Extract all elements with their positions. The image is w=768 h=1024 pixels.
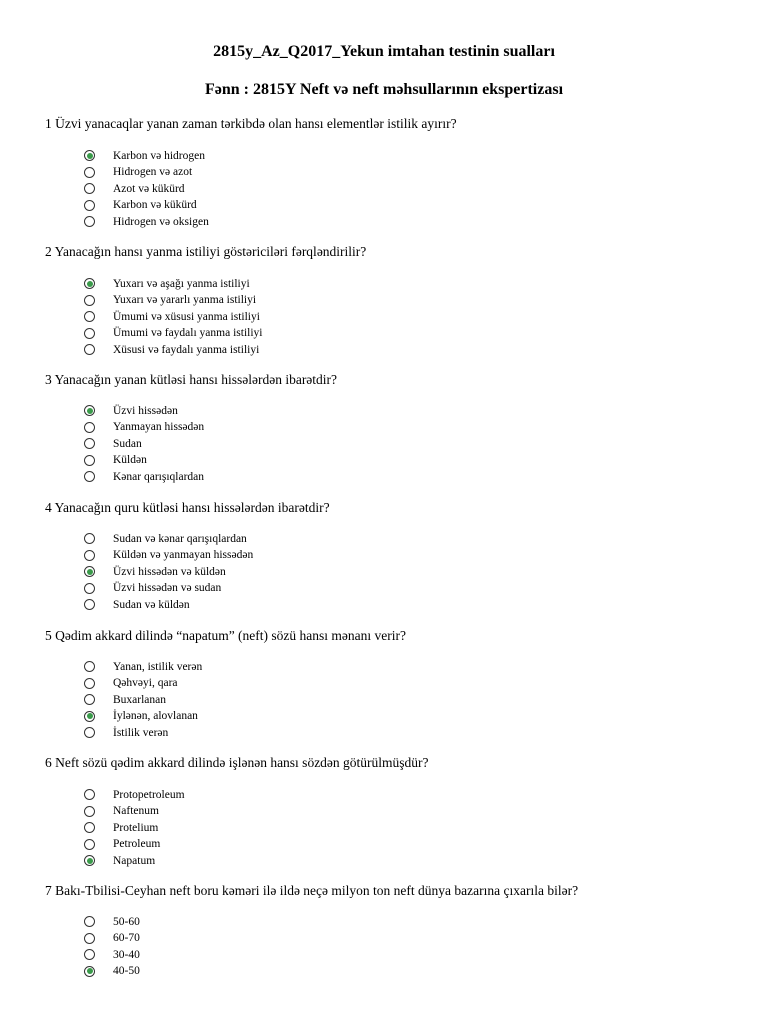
radio-unchecked-icon[interactable] bbox=[84, 806, 95, 817]
radio-unchecked-icon[interactable] bbox=[84, 167, 95, 178]
answer-option[interactable] bbox=[84, 837, 160, 852]
answer-label: Yanan, istilik verən bbox=[113, 660, 203, 673]
radio-unchecked-icon[interactable] bbox=[84, 727, 95, 738]
answer-label: İylənən, alovlanan bbox=[113, 710, 198, 722]
radio-unchecked-icon[interactable] bbox=[84, 550, 95, 561]
radio-unchecked-icon[interactable] bbox=[84, 789, 95, 800]
answer-option[interactable] bbox=[84, 787, 185, 802]
document-title: 2815y_Az_Q2017_Yekun imtahan testinin sualları bbox=[213, 43, 555, 60]
radio-unchecked-icon[interactable] bbox=[84, 328, 95, 339]
answer-option[interactable] bbox=[84, 403, 178, 418]
answer-label: Yanmayan hissədən bbox=[113, 421, 205, 433]
answer-label: Protopetroleum bbox=[113, 788, 185, 801]
radio-unchecked-icon[interactable] bbox=[84, 183, 95, 194]
answer-option[interactable] bbox=[84, 198, 197, 213]
answer-label: Üzvi hissədən və küldən bbox=[113, 565, 226, 578]
answer-option[interactable] bbox=[84, 420, 204, 435]
radio-checked-icon[interactable] bbox=[84, 711, 95, 722]
answer-option[interactable] bbox=[84, 326, 262, 341]
answer-label: 40-50 bbox=[113, 965, 140, 977]
answer-label: Buxarlanan bbox=[113, 693, 167, 706]
answer-option[interactable] bbox=[84, 276, 250, 291]
answer-option[interactable] bbox=[84, 564, 226, 579]
answer-option[interactable] bbox=[84, 548, 253, 563]
radio-checked-icon[interactable] bbox=[84, 278, 95, 289]
radio-unchecked-icon[interactable] bbox=[84, 438, 95, 449]
answer-label: Hidrogen və azot bbox=[113, 166, 193, 178]
radio-checked-icon[interactable] bbox=[84, 966, 95, 977]
answer-label: Naftenum bbox=[113, 805, 159, 817]
answer-label: Hidrogen və oksigen bbox=[113, 215, 209, 228]
answer-option[interactable] bbox=[84, 931, 140, 946]
radio-checked-icon[interactable] bbox=[84, 855, 95, 866]
radio-unchecked-icon[interactable] bbox=[84, 678, 95, 689]
answer-label: Qəhvəyi, qara bbox=[113, 677, 178, 689]
answer-label: Yuxarı və aşağı yanma istiliyi bbox=[113, 277, 250, 290]
question-1: 1 Üzvi yanacaqlar yanan zaman tərkibdə olan hansı elementlər istilik ayırır? bbox=[45, 116, 457, 131]
radio-unchecked-icon[interactable] bbox=[84, 216, 95, 227]
answer-label: Protelium bbox=[113, 821, 159, 834]
answer-label: Üzvi hissədən və sudan bbox=[113, 582, 222, 594]
answer-label: Küldən bbox=[113, 454, 147, 466]
answer-option[interactable] bbox=[84, 148, 205, 163]
radio-unchecked-icon[interactable] bbox=[84, 694, 95, 705]
answer-label: Üzvi hissədən bbox=[113, 404, 178, 417]
answer-option[interactable] bbox=[84, 804, 159, 819]
answer-option[interactable] bbox=[84, 181, 185, 196]
answer-label: 30-40 bbox=[113, 948, 140, 961]
answer-option[interactable] bbox=[84, 581, 221, 596]
answer-option[interactable] bbox=[84, 853, 155, 868]
answer-label: Azot və kükürd bbox=[113, 182, 185, 195]
radio-unchecked-icon[interactable] bbox=[84, 839, 95, 850]
question-6: 6 Neft sözü qədim akkard dilində işlənən hansı sözdən götürülmüşdür? bbox=[45, 755, 429, 770]
answer-label: Küldən və yanmayan hissədən bbox=[113, 549, 254, 561]
answer-option[interactable] bbox=[84, 676, 178, 691]
radio-unchecked-icon[interactable] bbox=[84, 822, 95, 833]
answer-option[interactable] bbox=[84, 453, 147, 468]
radio-unchecked-icon[interactable] bbox=[84, 661, 95, 672]
answer-label: Petroleum bbox=[113, 838, 161, 850]
answer-option[interactable] bbox=[84, 964, 140, 979]
answer-option[interactable] bbox=[84, 597, 190, 612]
answer-label: İstilik verən bbox=[113, 726, 169, 739]
answer-option[interactable] bbox=[84, 309, 260, 324]
radio-unchecked-icon[interactable] bbox=[84, 916, 95, 927]
question-3: 3 Yanacağın yanan kütləsi hansı hissələrdən ibarətdir? bbox=[45, 372, 338, 387]
radio-unchecked-icon[interactable] bbox=[84, 200, 95, 211]
radio-unchecked-icon[interactable] bbox=[84, 599, 95, 610]
answer-label: Sudan və kənar qarışıqlardan bbox=[113, 532, 247, 545]
answer-option[interactable] bbox=[84, 293, 256, 308]
radio-unchecked-icon[interactable] bbox=[84, 933, 95, 944]
answer-option[interactable] bbox=[84, 692, 166, 707]
answer-option[interactable] bbox=[84, 342, 259, 357]
question-7: 7 Bakı-Tbilisi-Ceyhan neft boru kəməri ilə ildə neçə milyon ton neft dünya bazarına çıxarıla bilər? bbox=[45, 883, 579, 898]
answer-option[interactable] bbox=[84, 214, 209, 229]
radio-unchecked-icon[interactable] bbox=[84, 311, 95, 322]
answer-label: Kənar qarışıqlardan bbox=[113, 470, 205, 483]
answer-label: Karbon və hidrogen bbox=[113, 149, 205, 162]
radio-unchecked-icon[interactable] bbox=[84, 583, 95, 594]
radio-checked-icon[interactable] bbox=[84, 566, 95, 577]
radio-unchecked-icon[interactable] bbox=[84, 422, 95, 433]
answer-option[interactable] bbox=[84, 947, 140, 962]
radio-unchecked-icon[interactable] bbox=[84, 471, 95, 482]
answer-option[interactable] bbox=[84, 725, 168, 740]
radio-checked-icon[interactable] bbox=[84, 405, 95, 416]
answer-label: 60-70 bbox=[113, 932, 140, 944]
answer-label: Karbon və kükürd bbox=[113, 199, 197, 211]
answer-option[interactable] bbox=[84, 914, 140, 929]
answer-label: Ümumi və faydalı yanma istiliyi bbox=[113, 327, 263, 339]
answer-label: 50-60 bbox=[113, 915, 140, 928]
radio-unchecked-icon[interactable] bbox=[84, 533, 95, 544]
answer-label: Xüsusi və faydalı yanma istiliyi bbox=[113, 343, 260, 356]
question-2: 2 Yanacağın hansı yanma istiliyi göstəriciləri fərqləndirilir? bbox=[45, 244, 367, 259]
answer-label: Ümumi və xüsusi yanma istiliyi bbox=[113, 310, 260, 323]
answer-label: Sudan və küldən bbox=[113, 598, 190, 611]
subject-title: Fənn : 2815Y Neft və neft məhsullarının ekspertizası bbox=[204, 81, 564, 98]
radio-unchecked-icon[interactable] bbox=[84, 949, 95, 960]
answer-option[interactable] bbox=[84, 469, 204, 484]
radio-unchecked-icon[interactable] bbox=[84, 455, 95, 466]
radio-unchecked-icon[interactable] bbox=[84, 344, 95, 355]
radio-unchecked-icon[interactable] bbox=[84, 295, 95, 306]
answer-label: Sudan bbox=[113, 437, 142, 450]
answer-option[interactable] bbox=[84, 531, 247, 546]
answer-option[interactable] bbox=[84, 820, 158, 835]
question-4: 4 Yanacağın quru kütləsi hansı hissələrdən ibarətdir? bbox=[45, 500, 330, 515]
radio-checked-icon[interactable] bbox=[84, 150, 95, 161]
answer-label: Yuxarı və yararlı yanma istiliyi bbox=[113, 294, 257, 306]
question-5: 5 Qədim akkard dilində “napatum” (neft) sözü hansı mənanı verir? bbox=[45, 628, 406, 643]
answer-option[interactable] bbox=[84, 165, 192, 180]
answer-option[interactable] bbox=[84, 709, 198, 724]
answer-label: Napatum bbox=[113, 854, 156, 867]
answer-option[interactable] bbox=[84, 436, 142, 451]
answer-option[interactable] bbox=[84, 659, 202, 674]
